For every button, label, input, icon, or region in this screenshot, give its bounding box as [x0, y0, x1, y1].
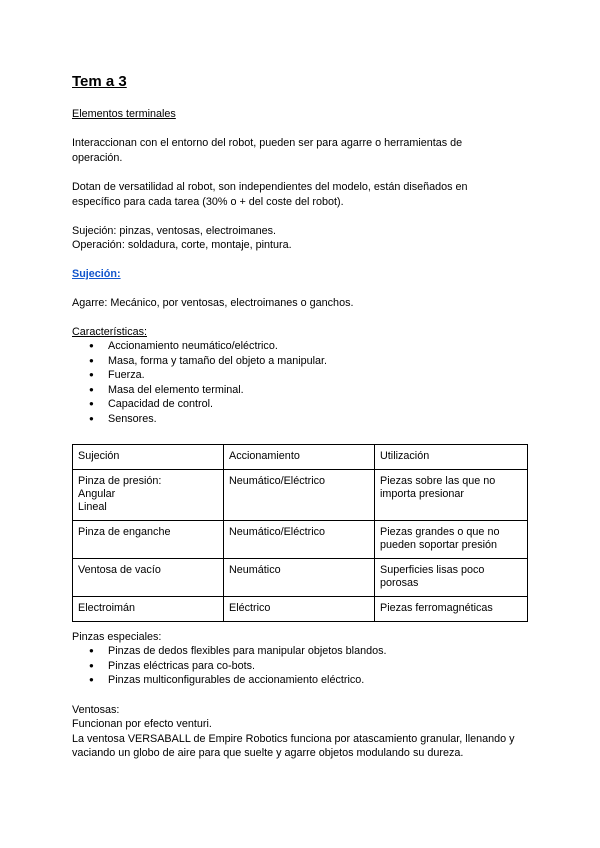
- table-row: [73, 559, 528, 597]
- pinzas-especiales-list: [72, 644, 387, 688]
- sujecion-table: [72, 444, 528, 622]
- pinzas-especiales-heading: Pinzas especiales:: [72, 631, 162, 643]
- list-item: ● Accionamiento neumático/eléctrico.: [72, 339, 327, 354]
- table-row: [73, 597, 528, 622]
- paragraph-interaccionan: Interaccionan con el entorno del robot, pueden ser para agarre o herramientas de operación.: [72, 137, 463, 164]
- table-header-row: [73, 445, 528, 470]
- page-title: Tem a 3: [72, 73, 127, 90]
- table-cell: Pinza de presión: Angular Lineal: [73, 470, 224, 521]
- list-item: ● Pinzas de dedos flexibles para manipular objetos blandos.: [72, 644, 387, 659]
- section-heading-elementos: Elementos terminales: [72, 108, 176, 120]
- table-row: [73, 521, 528, 559]
- list-item: ● Fuerza.: [72, 368, 327, 383]
- table-cell: Piezas grandes o que no pueden soportar presión: [375, 521, 528, 559]
- table-cell: Neumático/Eléctrico: [224, 521, 375, 559]
- table-cell: Piezas sobre las que no importa presionar: [375, 470, 528, 521]
- table-cell: Neumático/Eléctrico: [224, 470, 375, 521]
- table-cell: Piezas ferromagnéticas: [375, 597, 528, 622]
- list-item: ● Sensores.: [72, 412, 327, 427]
- table-cell: Ventosa de vacío: [73, 559, 224, 597]
- operacion-line: Operación: soldadura, corte, montaje, pintura.: [72, 239, 292, 251]
- ventosas-heading: Ventosas:: [72, 704, 120, 716]
- table-header-cell: Utilización: [375, 445, 528, 470]
- caracteristicas-list: [72, 339, 327, 426]
- table-header-cell: Sujeción: [73, 445, 224, 470]
- table-cell: Electroimán: [73, 597, 224, 622]
- table-cell: Pinza de enganche: [73, 521, 224, 559]
- paragraph-versatilidad: Dotan de versatilidad al robot, son independientes del modelo, están diseñados en específico para cada tarea (30% o + del coste del robot).: [72, 181, 468, 208]
- list-item: ● Pinzas eléctricas para co-bots.: [72, 659, 387, 674]
- list-item: ● Capacidad de control.: [72, 397, 327, 412]
- table-row: [73, 470, 528, 521]
- table-cell: Superficies lisas poco porosas: [375, 559, 528, 597]
- table-header-cell: Accionamiento: [224, 445, 375, 470]
- table-cell: Neumático: [224, 559, 375, 597]
- table-cell: Eléctrico: [224, 597, 375, 622]
- caracteristicas-heading: Características:: [72, 326, 147, 338]
- ventosas-paragraph: Funcionan por efecto venturi. La ventosa VERSABALL de Empire Robotics funciona por atascamiento granular, llenando y vaciando un globo de aire para que suelte y agarre objetos modulando su dureza.: [72, 718, 515, 759]
- list-item: ● Masa del elemento terminal.: [72, 383, 327, 398]
- list-item: ● Pinzas multiconfigurables de accionamiento eléctrico.: [72, 673, 387, 688]
- sujecion-line: Sujeción: pinzas, ventosas, electroimanes.: [72, 225, 277, 237]
- list-item: ● Masa, forma y tamaño del objeto a manipular.: [72, 354, 327, 369]
- agarre-line: Agarre: Mecánico, por ventosas, electroimanes o ganchos.: [72, 297, 354, 309]
- sujecion-heading-link[interactable]: Sujeción:: [72, 268, 121, 280]
